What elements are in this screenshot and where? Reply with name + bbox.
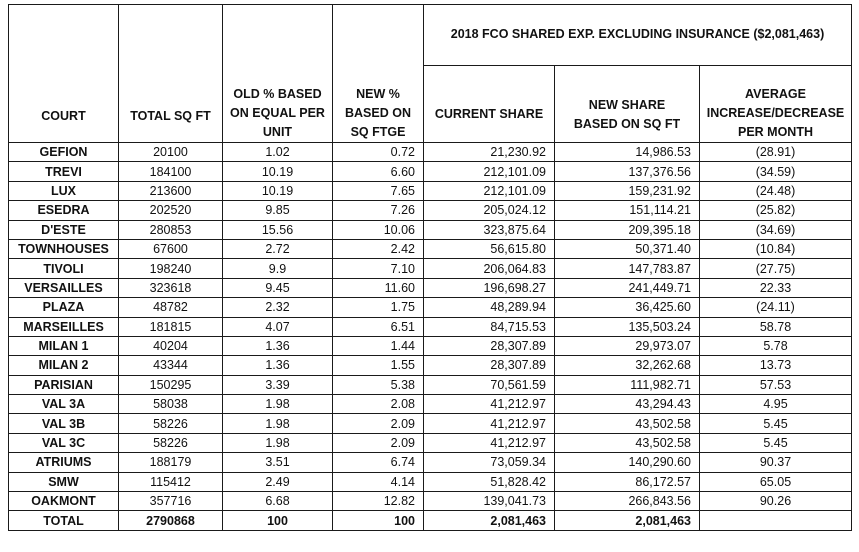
cell-current-share: 56,615.80: [424, 239, 555, 258]
cell-total-sq-ft: 58226: [119, 414, 223, 433]
header-old-percent: OLD % BASED ON EQUAL PER UNIT: [223, 5, 333, 143]
table-row: [9, 414, 852, 433]
cell-current-share: 139,041.73: [424, 492, 555, 511]
cell-average: 5.45: [700, 433, 852, 452]
cell-court: D'ESTE: [9, 220, 119, 239]
cell-court: MILAN 1: [9, 336, 119, 355]
cell-total-sq-ft: 20100: [119, 143, 223, 162]
cell-old-percent: 2.72: [223, 239, 333, 258]
cell-new-percent: 6.51: [333, 317, 424, 336]
shared-expense-table: [8, 4, 852, 531]
cell-new-percent: 5.38: [333, 375, 424, 394]
total-cell-current-share: 2,081,463: [424, 511, 555, 530]
cell-new-percent: 7.65: [333, 181, 424, 200]
cell-new-share: 266,843.56: [555, 492, 700, 511]
table-row: [9, 181, 852, 200]
cell-total-sq-ft: 58226: [119, 433, 223, 452]
table-row: [9, 472, 852, 491]
cell-court: VAL 3C: [9, 433, 119, 452]
cell-new-percent: 2.09: [333, 414, 424, 433]
cell-new-percent: 12.82: [333, 492, 424, 511]
cell-new-percent: 0.72: [333, 143, 424, 162]
cell-old-percent: 3.51: [223, 453, 333, 472]
cell-old-percent: 15.56: [223, 220, 333, 239]
header-group-shared-expenses: [424, 5, 852, 66]
cell-new-share: 147,783.87: [555, 259, 700, 278]
cell-old-percent: 1.02: [223, 143, 333, 162]
cell-total-sq-ft: 280853: [119, 220, 223, 239]
cell-old-percent: 4.07: [223, 317, 333, 336]
cell-court: MARSEILLES: [9, 317, 119, 336]
cell-current-share: 196,698.27: [424, 278, 555, 297]
cell-court: VAL 3A: [9, 395, 119, 414]
cell-court: GEFION: [9, 143, 119, 162]
cell-new-share: 159,231.92: [555, 181, 700, 200]
cell-court: OAKMONT: [9, 492, 119, 511]
cell-court: VERSAILLES: [9, 278, 119, 297]
cell-total-sq-ft: 357716: [119, 492, 223, 511]
table-row: [9, 298, 852, 317]
cell-new-share: 111,982.71: [555, 375, 700, 394]
cell-court: ESEDRA: [9, 201, 119, 220]
cell-average: (28.91): [700, 143, 852, 162]
cell-total-sq-ft: 213600: [119, 181, 223, 200]
header-current-share: CURRENT SHARE: [424, 66, 555, 143]
cell-new-share: 209,395.18: [555, 220, 700, 239]
cell-old-percent: 9.45: [223, 278, 333, 297]
table-row: [9, 395, 852, 414]
cell-current-share: 212,101.09: [424, 181, 555, 200]
total-row: [9, 511, 852, 530]
cell-total-sq-ft: 40204: [119, 336, 223, 355]
cell-average: (24.11): [700, 298, 852, 317]
cell-court: MILAN 2: [9, 356, 119, 375]
cell-current-share: 28,307.89: [424, 356, 555, 375]
cell-total-sq-ft: 48782: [119, 298, 223, 317]
cell-current-share: 206,064.83: [424, 259, 555, 278]
table-row: [9, 356, 852, 375]
cell-total-sq-ft: 198240: [119, 259, 223, 278]
cell-old-percent: 2.32: [223, 298, 333, 317]
cell-current-share: 41,212.97: [424, 414, 555, 433]
header-new-share: NEW SHARE BASED ON SQ FT: [555, 66, 700, 143]
cell-average: 5.78: [700, 336, 852, 355]
table-row: [9, 162, 852, 181]
cell-new-share: 135,503.24: [555, 317, 700, 336]
cell-new-share: 140,290.60: [555, 453, 700, 472]
cell-current-share: 212,101.09: [424, 162, 555, 181]
cell-court: ATRIUMS: [9, 453, 119, 472]
cell-current-share: 323,875.64: [424, 220, 555, 239]
cell-old-percent: 10.19: [223, 162, 333, 181]
cell-current-share: 41,212.97: [424, 433, 555, 452]
cell-total-sq-ft: 115412: [119, 472, 223, 491]
cell-average: (24.48): [700, 181, 852, 200]
cell-court: VAL 3B: [9, 414, 119, 433]
cell-old-percent: 1.98: [223, 395, 333, 414]
cell-current-share: 70,561.59: [424, 375, 555, 394]
table-row: [9, 375, 852, 394]
table-body: [9, 143, 852, 531]
cell-old-percent: 6.68: [223, 492, 333, 511]
cell-old-percent: 9.85: [223, 201, 333, 220]
cell-average: 90.26: [700, 492, 852, 511]
cell-new-percent: 1.55: [333, 356, 424, 375]
cell-new-percent: 1.75: [333, 298, 424, 317]
cell-new-share: 137,376.56: [555, 162, 700, 181]
cell-court: TIVOLI: [9, 259, 119, 278]
cell-old-percent: 3.39: [223, 375, 333, 394]
cell-old-percent: 2.49: [223, 472, 333, 491]
cell-new-percent: 7.10: [333, 259, 424, 278]
cell-new-share: 50,371.40: [555, 239, 700, 258]
cell-new-share: 43,502.58: [555, 414, 700, 433]
table-row: [9, 453, 852, 472]
cell-new-percent: 6.74: [333, 453, 424, 472]
cell-average: 90.37: [700, 453, 852, 472]
cell-average: 4.95: [700, 395, 852, 414]
cell-average: (25.82): [700, 201, 852, 220]
cell-current-share: 205,024.12: [424, 201, 555, 220]
cell-court: SMW: [9, 472, 119, 491]
table-row: [9, 259, 852, 278]
cell-court: TOWNHOUSES: [9, 239, 119, 258]
cell-total-sq-ft: 188179: [119, 453, 223, 472]
cell-court: PLAZA: [9, 298, 119, 317]
cell-new-share: 86,172.57: [555, 472, 700, 491]
cell-current-share: 28,307.89: [424, 336, 555, 355]
cell-total-sq-ft: 58038: [119, 395, 223, 414]
total-cell-total-sq-ft: 2790868: [119, 511, 223, 530]
header-total-sq-ft: TOTAL SQ FT: [119, 5, 223, 143]
cell-average: 22.33: [700, 278, 852, 297]
cell-old-percent: 1.98: [223, 414, 333, 433]
cell-court: TREVI: [9, 162, 119, 181]
header-group-label: 2018 FCO SHARED EXP. EXCLUDING INSURANCE ($2,081,463): [450, 26, 825, 41]
total-cell-new-percent: 100: [333, 511, 424, 530]
cell-current-share: 48,289.94: [424, 298, 555, 317]
cell-new-share: 32,262.68: [555, 356, 700, 375]
shared-expense-sheet: [8, 4, 852, 531]
total-cell-court: TOTAL: [9, 511, 119, 530]
cell-old-percent: 1.98: [223, 433, 333, 452]
cell-average: (34.69): [700, 220, 852, 239]
cell-new-share: 43,502.58: [555, 433, 700, 452]
cell-average: 58.78: [700, 317, 852, 336]
cell-new-percent: 10.06: [333, 220, 424, 239]
cell-new-share: 29,973.07: [555, 336, 700, 355]
cell-new-percent: 2.08: [333, 395, 424, 414]
table-row: [9, 336, 852, 355]
header-average: AVERAGE INCREASE/DECREASE PER MONTH: [700, 66, 852, 143]
header-court: COURT: [9, 5, 119, 143]
cell-total-sq-ft: 181815: [119, 317, 223, 336]
cell-average: 13.73: [700, 356, 852, 375]
cell-new-percent: 11.60: [333, 278, 424, 297]
cell-total-sq-ft: 184100: [119, 162, 223, 181]
cell-new-percent: 2.42: [333, 239, 424, 258]
cell-old-percent: 1.36: [223, 336, 333, 355]
cell-current-share: 73,059.34: [424, 453, 555, 472]
cell-old-percent: 10.19: [223, 181, 333, 200]
cell-average: (34.59): [700, 162, 852, 181]
table-row: [9, 143, 852, 162]
table-row: [9, 317, 852, 336]
total-cell-new-share: 2,081,463: [555, 511, 700, 530]
cell-new-percent: 7.26: [333, 201, 424, 220]
table-row: [9, 492, 852, 511]
table-row: [9, 201, 852, 220]
cell-new-share: 36,425.60: [555, 298, 700, 317]
cell-average: 5.45: [700, 414, 852, 433]
cell-average: 57.53: [700, 375, 852, 394]
table-row: [9, 239, 852, 258]
table-row: [9, 433, 852, 452]
cell-court: PARISIAN: [9, 375, 119, 394]
cell-average: (27.75): [700, 259, 852, 278]
cell-new-share: 151,114.21: [555, 201, 700, 220]
cell-new-percent: 4.14: [333, 472, 424, 491]
cell-total-sq-ft: 323618: [119, 278, 223, 297]
cell-current-share: 41,212.97: [424, 395, 555, 414]
cell-old-percent: 9.9: [223, 259, 333, 278]
total-cell-old-percent: 100: [223, 511, 333, 530]
table-row: [9, 278, 852, 297]
cell-new-share: 43,294.43: [555, 395, 700, 414]
table-row: [9, 220, 852, 239]
cell-current-share: 84,715.53: [424, 317, 555, 336]
header-new-percent: NEW % BASED ON SQ FTGE: [333, 5, 424, 143]
cell-total-sq-ft: 150295: [119, 375, 223, 394]
cell-old-percent: 1.36: [223, 356, 333, 375]
cell-new-percent: 1.44: [333, 336, 424, 355]
cell-total-sq-ft: 67600: [119, 239, 223, 258]
cell-new-percent: 6.60: [333, 162, 424, 181]
cell-average: 65.05: [700, 472, 852, 491]
cell-total-sq-ft: 43344: [119, 356, 223, 375]
cell-total-sq-ft: 202520: [119, 201, 223, 220]
cell-new-share: 14,986.53: [555, 143, 700, 162]
cell-average: (10.84): [700, 239, 852, 258]
cell-new-percent: 2.09: [333, 433, 424, 452]
header-row-top: [9, 5, 852, 66]
cell-current-share: 51,828.42: [424, 472, 555, 491]
cell-court: LUX: [9, 181, 119, 200]
cell-current-share: 21,230.92: [424, 143, 555, 162]
total-cell-average: [700, 511, 852, 530]
cell-new-share: 241,449.71: [555, 278, 700, 297]
